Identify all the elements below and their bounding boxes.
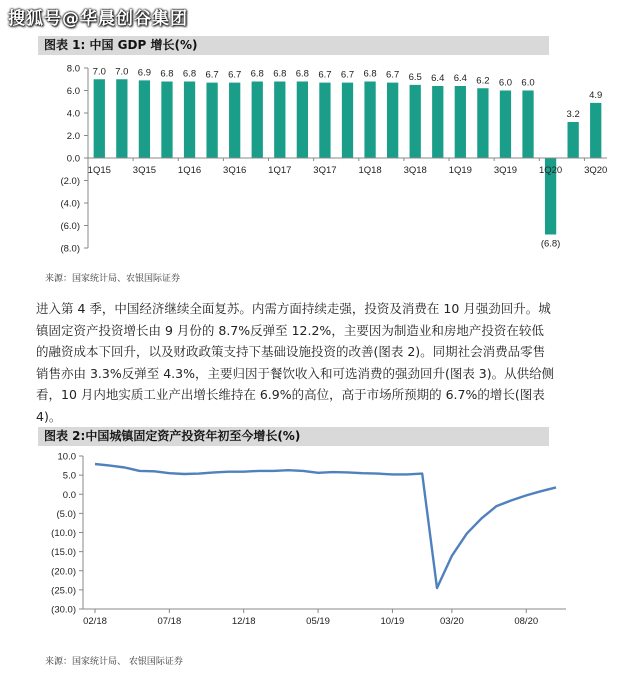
gdp-bar (229, 83, 240, 158)
gdp-bar (297, 82, 308, 159)
bar-value-label: 6.7 (205, 69, 219, 81)
bar-value-label: 6.7 (318, 69, 332, 81)
x-tick-label: 3Q15 (132, 165, 157, 176)
bar-value-label: 3.2 (566, 109, 580, 120)
watermark: 搜狐号@华晨创谷集团 (8, 9, 188, 29)
y-tick-label: (8.0) (60, 243, 80, 255)
bar-value-label: (6.8) (540, 238, 561, 250)
gdp-bar (364, 82, 375, 159)
body-paragraph: 进入第 4 季，中国经济继续全面复苏。内需方面持续走强，投资及消费在 10 月强劲回升。城镇固定资产投资增长由 9 月份的 8.7%反弹至 12.2%，主要因为制造业和房地产投资在较低的融资成本下回升，以及财政政策支持下基础设施投资的改善(图表 2)。同期社会消费品零售销售亦由 3.3%反弹至 4.3%，主要归因于餐饮收入和可选消费的强劲回升(图表 3)。从供给侧看，10 月内地实质工业产出增长维持在 6.9%的高位，高于市场所预期的 6.7%的增长(图表 4)。 (36, 301, 555, 424)
y-tick-label: (30.0) (51, 604, 76, 616)
figure1-title: 图表 1: 中国 GDP 增长(%) (38, 36, 549, 55)
y-tick-label: 5.0 (62, 470, 76, 482)
x-tick-label: 3Q19 (493, 165, 518, 176)
y-tick-label: 6.0 (66, 86, 80, 97)
gdp-bar (522, 91, 533, 159)
gdp-bar (252, 82, 263, 159)
y-tick-label: 4.0 (66, 108, 80, 120)
x-tick-label: 3Q20 (584, 165, 608, 176)
x-tick-label: 1Q19 (448, 165, 472, 176)
y-tick-label: 2.0 (66, 131, 80, 142)
bar-value-label: 6.4 (453, 73, 467, 84)
x-tick-label: 07/18 (157, 616, 182, 627)
bar-value-label: 7.0 (115, 66, 129, 78)
x-tick-label: 1Q18 (358, 165, 382, 176)
y-tick-label: (2.0) (60, 176, 80, 187)
gdp-bar (568, 122, 579, 158)
x-tick-label: 3Q18 (403, 165, 427, 176)
y-tick-label: 10.0 (57, 451, 76, 463)
y-tick-label: (4.0) (60, 198, 80, 210)
x-tick-label: 12/18 (231, 616, 256, 627)
gdp-bar (342, 83, 353, 158)
bar-value-label: 6.0 (521, 77, 535, 89)
bar-value-label: 6.8 (295, 68, 309, 80)
gdp-bar (455, 86, 466, 158)
x-tick-label: 1Q17 (268, 165, 292, 176)
bar-value-label: 6.4 (431, 73, 445, 84)
y-tick-label: 0.0 (66, 153, 80, 165)
gdp-bar (94, 79, 105, 158)
y-tick-label: (6.0) (60, 221, 80, 232)
y-tick-label: (20.0) (51, 566, 76, 578)
figure2-source: 来源：国家统计局、 农银国际证券 (45, 657, 183, 667)
gdp-bar (410, 85, 421, 158)
bar-value-label: 6.8 (250, 68, 264, 80)
x-tick-label: 03/20 (440, 616, 464, 627)
gdp-bar (139, 80, 150, 158)
fai-series-line (95, 464, 556, 588)
gdp-bar (500, 91, 511, 159)
gdp-bar (387, 83, 398, 158)
gdp-bar (319, 83, 330, 158)
x-tick-label: 1Q15 (87, 165, 111, 176)
bar-value-label: 6.7 (340, 69, 355, 81)
y-tick-label: 0.0 (62, 489, 76, 501)
gdp-bar (161, 82, 172, 159)
gdp-bar (206, 83, 217, 158)
bar-value-label: 6.0 (498, 77, 513, 89)
x-tick-label: 10/19 (380, 616, 405, 627)
gdp-bar (590, 103, 601, 158)
x-tick-label: 3Q16 (223, 165, 247, 176)
gdp-bar-chart (0, 58, 621, 278)
gdp-bar (116, 79, 127, 158)
y-tick-label: (10.0) (51, 528, 76, 539)
figure2-title: 图表 2:中国城镇固定资产投资年初至今增长(%) (38, 427, 549, 446)
bar-value-label: 7.0 (92, 66, 106, 78)
x-tick-label: 05/19 (306, 616, 330, 627)
bar-value-label: 6.9 (137, 67, 152, 79)
bar-value-label: 6.8 (160, 68, 174, 80)
bar-value-label: 4.9 (589, 89, 603, 101)
bar-value-label: 6.7 (228, 69, 242, 81)
bar-value-label: 6.7 (386, 69, 400, 81)
x-tick-label: 1Q20 (538, 165, 563, 176)
x-tick-label: 1Q16 (177, 165, 202, 176)
x-tick-label: 3Q17 (313, 165, 337, 176)
figure1-source: 来源：国家统计局、农银国际证券 (45, 274, 181, 284)
y-tick-label: (15.0) (51, 547, 76, 559)
y-tick-label: 8.0 (66, 63, 80, 75)
gdp-bar (432, 86, 443, 158)
y-tick-label: (25.0) (51, 585, 76, 597)
x-tick-label: 08/20 (514, 616, 539, 627)
bar-value-label: 6.8 (363, 68, 377, 80)
gdp-bar (184, 82, 195, 159)
gdp-bar (477, 88, 488, 158)
y-tick-label: (5.0) (56, 508, 76, 520)
fai-line-chart (0, 448, 621, 648)
bar-value-label: 6.5 (408, 71, 422, 83)
bar-value-label: 6.2 (476, 75, 490, 87)
bar-value-label: 6.8 (182, 68, 197, 80)
bar-value-label: 6.8 (273, 68, 287, 80)
x-tick-label: 02/18 (83, 616, 107, 627)
gdp-bar (274, 82, 285, 159)
